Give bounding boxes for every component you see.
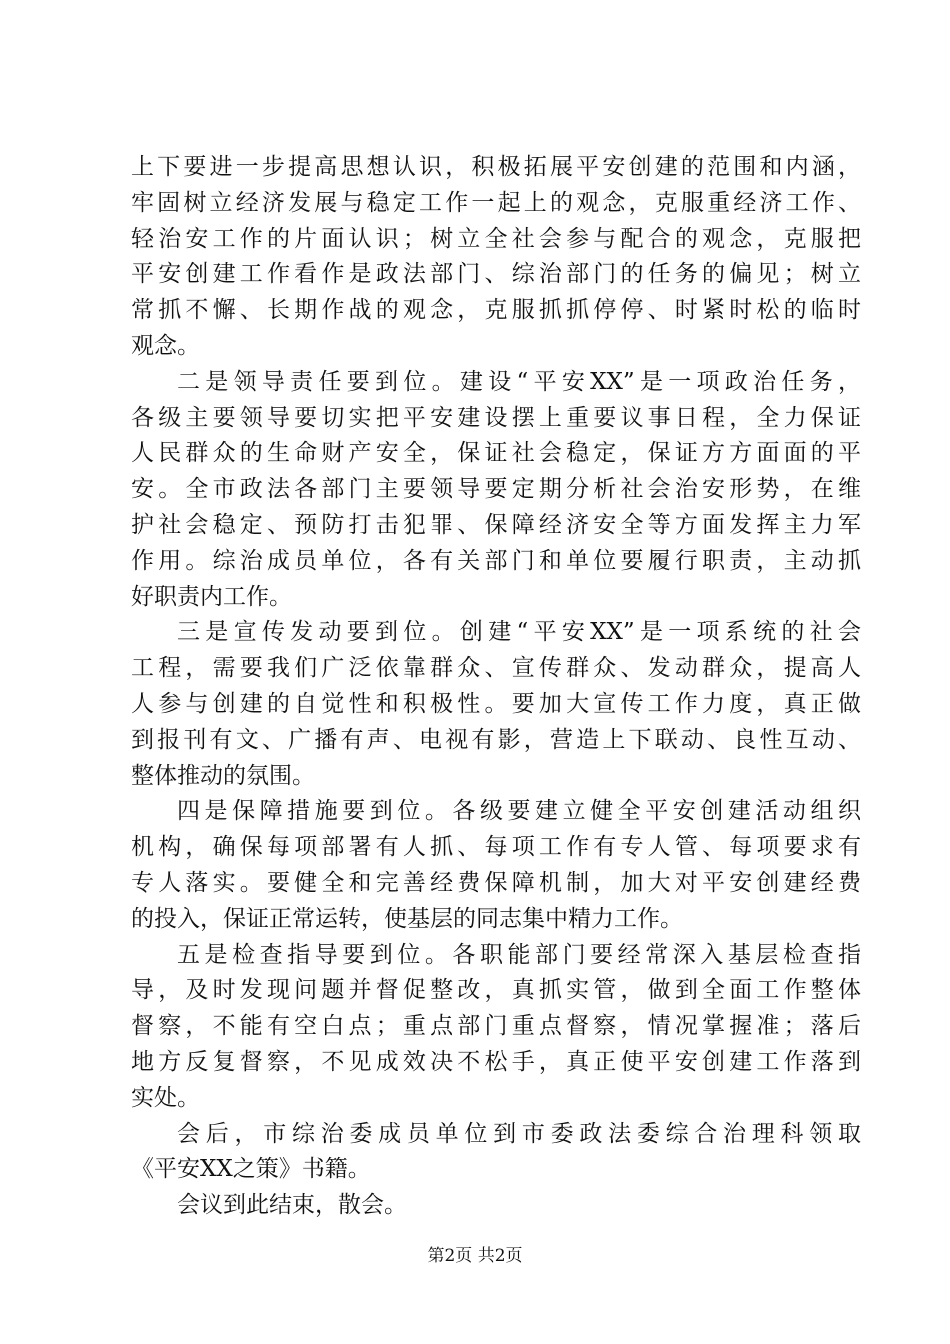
text-line: 三是宣传发动要到位。创建“平安XX”是一项系统的社会 [177,619,861,646]
text-line: 五是检查指导要到位。各职能部门要经常深入基层检查指 [177,941,861,968]
text-line: 人民群众的生命财产安全，保证社会稳定，保证方方面面的平 [131,440,861,467]
text-line: 牢固树立经济发展与稳定工作一起上的观念，克服重经济工作、 [131,189,861,216]
text-line: 《平安XX之策》书籍。 [131,1156,371,1183]
text-line: 实处。 [131,1084,200,1111]
text-line: 各级主要领导要切实把平安建设摆上重要议事日程，全力保证 [131,404,861,431]
text-line: 整体推动的氛围。 [131,762,315,789]
text-line: 工程，需要我们广泛依靠群众、宣传群众、发动群众，提高人 [131,655,861,682]
text-line: 作用。综治成员单位，各有关部门和单位要履行职责，主动抓 [131,547,861,574]
text-line: 督察，不能有空白点；重点部门重点督察，情况掌握准；落后 [131,1013,861,1040]
text-line: 护社会稳定、预防打击犯罪、保障经济安全等方面发挥主力军 [131,511,861,538]
text-line: 常抓不懈、长期作战的观念，克服抓抓停停、时紧时松的临时 [131,297,861,324]
text-line: 到报刊有文、广播有声、电视有影，营造上下联动、良性互动、 [131,726,861,753]
text-line: 人参与创建的自觉性和积极性。要加大宣传工作力度，真正做 [131,690,861,717]
text-line: 专人落实。要健全和完善经费保障机制，加大对平安创建经费 [131,869,861,896]
page-footer: 第2页 共2页 [427,1246,523,1266]
text-line: 上下要进一步提高思想认识，积极拓展平安创建的范围和内涵， [131,154,861,180]
text-line: 平安创建工作看作是政法部门、综治部门的任务的偏见；树立 [131,261,861,288]
text-line: 好职责内工作。 [131,583,292,610]
text-line: 的投入，保证正常运转，使基层的同志集中精力工作。 [131,905,683,932]
text-line: 四是保障措施要到位。各级要建立健全平安创建活动组织 [177,798,861,825]
text-line: 会后，市综治委成员单位到市委政法委综合治理科领取 [177,1120,861,1147]
text-line: 观念。 [131,332,200,359]
text-line: 地方反复督察，不见成效决不松手，真正使平安创建工作落到 [131,1048,861,1075]
text-line: 二是领导责任要到位。建设“平安XX”是一项政治任务， [177,368,861,395]
text-line: 轻治安工作的片面认识；树立全社会参与配合的观念，克服把 [131,225,861,252]
text-line: 机构，确保每项部署有人抓、每项工作有专人管、每项要求有 [131,834,861,861]
document-body [131,150,861,1224]
text-line: 导，及时发现问题并督促整改，真抓实管，做到全面工作整体 [131,977,861,1004]
text-line: 会议到此结束，散会。 [177,1192,407,1219]
text-line: 安。全市政法各部门主要领导要定期分析社会治安形势，在维 [131,476,861,503]
